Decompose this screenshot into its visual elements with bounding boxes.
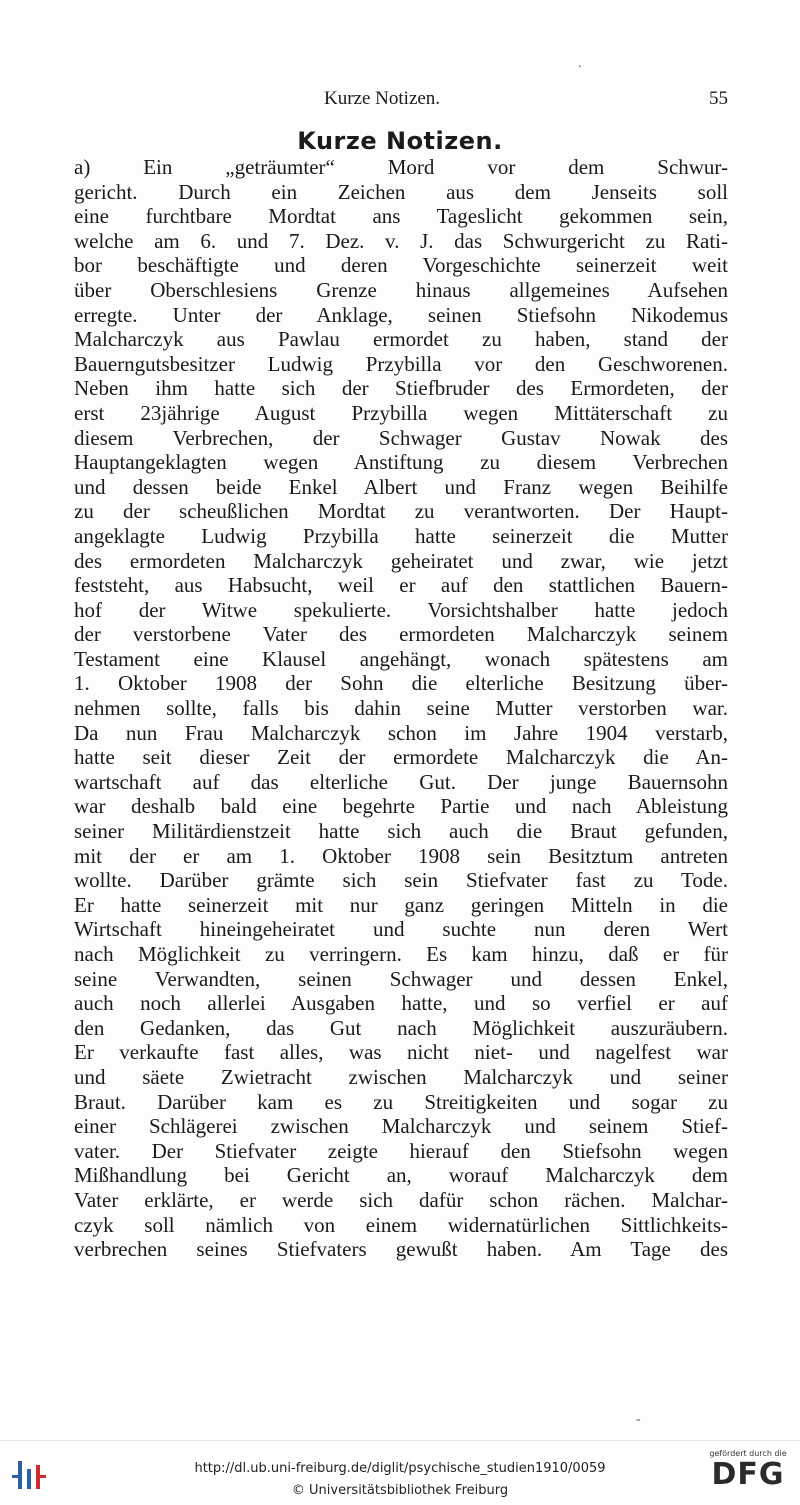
text-line: wartschaft auf das elterliche Gut. Der junge Bauernsohn <box>74 769 728 794</box>
text-line: wollte. Darüber grämte sich sein Stiefvater fast zu Tode. <box>74 868 728 893</box>
dfg-logo <box>706 1449 790 1499</box>
permalink-url[interactable]: http://dl.ub.uni-freiburg.de/diglit/psychische_studien1910/0059 <box>194 1461 606 1476</box>
page-mark-bottom: - <box>636 1412 641 1427</box>
text-line: Wirtschaft hineingeheiratet und suchte nun deren Wert <box>74 917 728 942</box>
text-line: über Oberschlesiens Grenze hinaus allgemeines Aufsehen <box>74 277 728 302</box>
text-line: verbrechen seines Stiefvaters gewußt haben. Am Tage des <box>74 1237 728 1262</box>
text-line: a) Ein „geträumter“ Mord vor dem Schwur- <box>74 155 728 179</box>
text-line: hof der Witwe spekulierte. Vorsichtshalber hatte jedoch <box>74 597 728 622</box>
article-body <box>74 155 728 1262</box>
text-line: und dessen beide Enkel Albert und Franz wegen Beihilfe <box>74 474 728 499</box>
copyright-notice: © Universitätsbibliothek Freiburg <box>291 1483 509 1498</box>
text-line: welche am 6. und 7. Dez. v. J. das Schwurgericht zu Rati- <box>74 228 728 253</box>
dfg-caption: gefördert durch die <box>709 1449 787 1458</box>
running-title: Kurze Notizen. <box>324 88 441 109</box>
text-line: seiner Militärdienstzeit hatte sich auch die Braut gefunden, <box>74 819 728 844</box>
text-line: eine furchtbare Mordtat ans Tageslicht gekommen sein, <box>74 204 728 229</box>
text-line: Er hatte seinerzeit mit nur ganz geringen Mitteln in die <box>74 892 728 917</box>
text-line: angeklagte Ludwig Przybilla hatte seinerzeit die Mutter <box>74 523 728 548</box>
text-line: Mißhandlung bei Gericht an, worauf Malcharczyk dem <box>74 1163 728 1188</box>
text-line: erst 23jährige August Przybilla wegen Mittäterschaft zu <box>74 400 728 425</box>
text-line: nach Möglichkeit zu verringern. Es kam hinzu, daß er für <box>74 942 728 966</box>
text-line: mit der er am 1. Oktober 1908 sein Besitztum antreten <box>74 843 728 868</box>
text-line: und säete Zwietracht zwischen Malcharczyk und seiner <box>74 1064 728 1089</box>
text-line: 1. Oktober 1908 der Sohn die elterliche Besitzung über- <box>74 671 728 696</box>
text-line: Testament eine Klausel angehängt, wonach spätestens am <box>74 646 728 671</box>
text-line: einer Schlägerei zwischen Malcharczyk und seinem Stief- <box>74 1114 728 1139</box>
text-line: Braut. Darüber kam es zu Streitigkeiten und sogar zu <box>74 1089 728 1114</box>
article-title: Kurze Notizen. <box>297 127 503 155</box>
text-line: Hauptangeklagten wegen Anstiftung zu diesem Verbrechen <box>74 450 728 475</box>
text-line: Malcharczyk aus Pawlau ermordet zu haben, stand der <box>74 327 728 352</box>
text-line: auch noch allerlei Ausgaben hatte, und so verfiel er auf <box>74 991 728 1016</box>
text-line: vater. Der Stiefvater zeigte hierauf den Stiefsohn wegen <box>74 1138 728 1163</box>
text-line: des ermordeten Malcharczyk geheiratet und zwar, wie jetzt <box>74 548 728 573</box>
text-line: Da nun Frau Malcharczyk schon im Jahre 1904 verstarb, <box>74 720 728 745</box>
text-line: feststeht, aus Habsucht, weil er auf den stattlichen Bauern- <box>74 573 728 598</box>
text-line: diesem Verbrechen, der Schwager Gustav Nowak des <box>74 425 728 450</box>
text-line: erregte. Unter der Anklage, seinen Stiefsohn Nikodemus <box>74 302 728 327</box>
viewer-footer <box>0 1440 800 1505</box>
text-line: Vater erklärte, er werde sich dafür schon rächen. Malchar- <box>74 1187 728 1212</box>
page-number: 55 <box>709 88 728 109</box>
text-line: Bauerngutsbesitzer Ludwig Przybilla vor den Geschworenen. <box>74 351 728 376</box>
text-line: Er verkaufte fast alles, was nicht niet- und nagelfest war <box>74 1040 728 1065</box>
text-line: der verstorbene Vater des ermordeten Malcharczyk seinem <box>74 622 728 647</box>
text-line: seine Verwandten, seinen Schwager und dessen Enkel, <box>74 966 728 991</box>
text-line: czyk soll nämlich von einem widernatürlichen Sittlichkeits- <box>74 1212 728 1237</box>
text-line: gericht. Durch ein Zeichen aus dem Jenseits soll <box>74 179 728 204</box>
text-line: hatte seit dieser Zeit der ermordete Malcharczyk die An- <box>74 745 728 770</box>
page-mark: . <box>578 56 582 71</box>
text-line: war deshalb bald eine begehrte Partie und nach Ableistung <box>74 794 728 819</box>
text-line: zu der scheußlichen Mordtat zu verantworten. Der Haupt- <box>74 499 728 524</box>
text-line: bor beschäftigte und deren Vorgeschichte seinerzeit weit <box>74 253 728 278</box>
text-line: den Gedanken, das Gut nach Möglichkeit auszuräubern. <box>74 1015 728 1040</box>
text-line: Neben ihm hatte sich der Stiefbruder des Ermordeten, der <box>74 376 728 401</box>
running-head <box>74 88 728 114</box>
dfg-logo-text: DFG <box>711 1457 785 1492</box>
text-line: nehmen sollte, falls bis dahin seine Mutter verstorben war. <box>74 696 728 721</box>
